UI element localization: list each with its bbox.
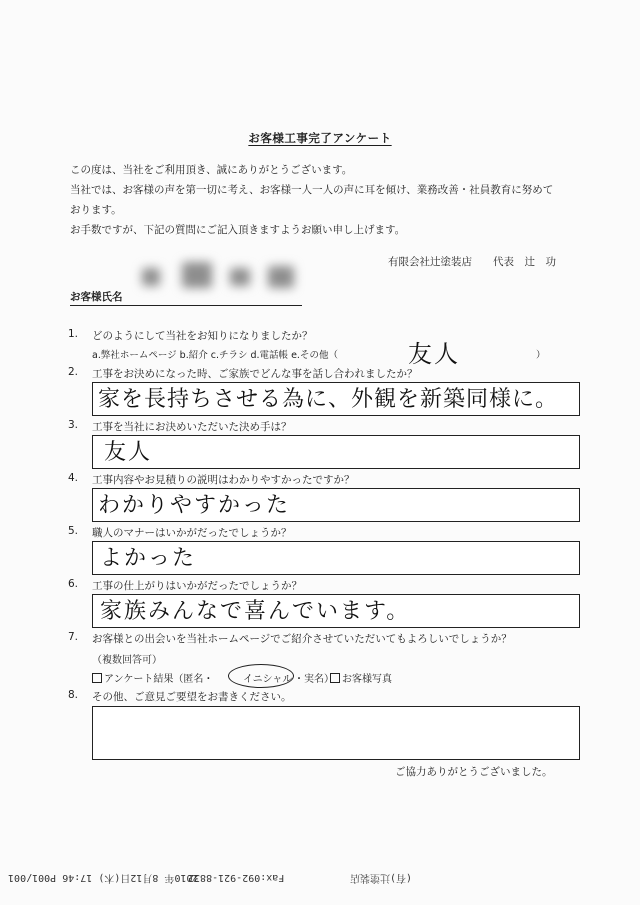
intro-line-2: 当社では、お客様の声を第一切に考え、お客様一人一人の声に耳を傾け、業務改善・社員教育に努めて [70,184,554,196]
q4-text: 工事内容やお見積りの説明はわかりやすかったですか？ [92,474,355,486]
redacted-name-part-4 [268,266,294,288]
fax-sender: (有)辻塗装店 [350,872,413,883]
photo-checkbox [330,673,340,683]
q8-answer-box [92,706,580,760]
q7-note: （複数回答可） [92,655,162,666]
photo-label: お客様写真 [342,674,392,685]
fax-date: 2010年 8月12日(木) 17:46 P001/001 [8,872,199,883]
q1-text: どのようにして当社をお知りになりましたか？ [92,330,313,342]
intro-line-4: お手数ですが、下記の質問にご記入頂きますようお願い申し上げます。 [70,224,406,236]
q1-options [92,347,338,361]
q3-number: 3. [68,419,79,431]
q8-number: 8. [68,689,79,701]
intro-line-3: おります。 [70,204,122,216]
q2-number: 2. [68,366,79,378]
q4-number: 4. [68,472,79,484]
thanks-footer: ご協力ありがとうございました。 [395,766,553,778]
q6-answer-handwritten: 家族みんなで喜んでいます。 [100,599,411,624]
q1-number: 1. [68,328,79,340]
q2-text: 工事をお決めになった時、ご家族でどんな事を話し合われましたか？ [92,368,418,380]
q7-text: お客様との出会いを当社ホームページでご紹介させていただいてもよろしいでしょうか？ [92,633,512,645]
q5-number: 5. [68,525,79,537]
q3-answer-box [92,435,580,469]
company-signature: 有限会社辻塗装店 代表 辻 功 [388,256,556,268]
q7-initial-option: イニシャル [243,674,293,685]
q6-number: 6. [68,578,79,590]
q3-text: 工事を当社にお決めいただいた決め手は？ [92,421,292,433]
q5-text: 職人のマナーはいかがだったでしょうか？ [92,527,292,539]
survey-label: アンケート結果（匿名・ [104,674,214,685]
survey-checkbox [92,673,102,683]
redacted-name-part-3 [230,268,250,286]
q1-options-text: a.弊社ホームページ b.紹介 c.チラシ d.電話帳 e.その他（ [92,350,338,361]
redacted-name-part-1 [142,268,160,286]
redacted-name-part-2 [182,262,212,288]
q2-answer-handwritten: 家を長持ちさせる為に、外観を新築同様に。 [98,387,559,412]
q5-answer-handwritten: よかった [100,546,197,571]
q7-survey-option [92,670,213,685]
page-title: お客様工事完了アンケート [248,131,392,145]
customer-name-underline [70,305,302,306]
q1-answer-handwritten: 友人 [408,340,460,368]
customer-name-label: お客様氏名 [70,291,123,303]
q3-answer-handwritten: 友人 [104,440,153,465]
q6-text: 工事の仕上がりはいかがだったでしょうか？ [92,580,302,592]
q4-answer-handwritten: わかりやすかった [98,493,291,518]
q7-real-name-option: ・実名） [294,674,334,685]
q8-text: その他、ご意見ご要望をお書きください。 [92,691,292,703]
q1-options-close: ） [536,350,546,361]
fax-number: Fax:092-921-8832 [188,872,285,883]
initial-circle-mark [228,664,294,688]
q7-number: 7. [68,631,79,643]
q7-photo-option [330,670,392,685]
intro-line-1: この度は、当社をご利用頂き、誠にありがとうございます。 [70,164,353,176]
